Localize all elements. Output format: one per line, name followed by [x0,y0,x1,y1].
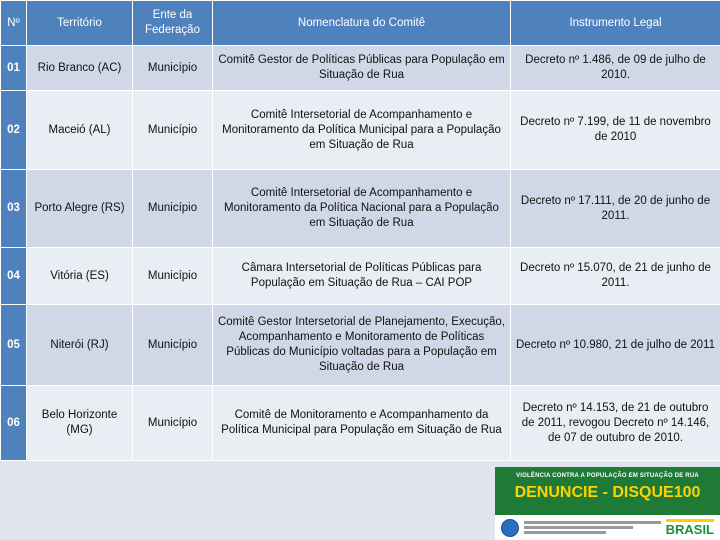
row-territory: Vitória (ES) [27,248,133,305]
row-entity: Município [133,248,213,305]
row-law: Decreto nº 1.486, de 09 de julho de 2010. [511,46,720,91]
row-num: 05 [1,305,27,386]
row-territory: Rio Branco (AC) [27,46,133,91]
row-law: Decreto nº 10.980, 21 de julho de 2011 [511,305,720,386]
row-entity: Município [133,46,213,91]
header-entity: Ente da Federação [133,1,213,46]
row-num: 02 [1,91,27,170]
row-entity: Município [133,305,213,386]
table-row [1,46,720,91]
header-num: Nº [1,1,27,46]
brasil-logo: BRASIL [666,519,714,536]
row-num: 03 [1,170,27,248]
row-committee: Câmara Intersetorial de Políticas Públicas para População em Situação de Rua – CAI POP [213,248,511,305]
row-entity: Município [133,91,213,170]
row-committee: Comitê Gestor Intersetorial de Planejamento, Execução, Acompanhamento e Monitoramento de Políticas Públicas do Município voltadas para a População em Situação de Rua [213,305,511,386]
table-row [1,386,720,461]
row-committee: Comitê Intersetorial de Acompanhamento e Monitoramento da Política Municipal para a População em Situação de Rua [213,91,511,170]
banner-header [495,467,720,515]
banner-footer [495,515,720,540]
row-num: 04 [1,248,27,305]
header-territory: Território [27,1,133,46]
header-committee: Nomenclatura do Comitê [213,1,511,46]
table-row [1,248,720,305]
row-committee: Comitê Intersetorial de Acompanhamento e Monitoramento da Política Nacional para a População em Situação de Rua [213,170,511,248]
row-law: Decreto nº 14.153, de 21 de outubro de 2011, revogou Decreto nº 14.146, de 07 de outubro de 2010. [511,386,720,461]
row-num: 06 [1,386,27,461]
row-territory: Porto Alegre (RS) [27,170,133,248]
table-row [1,91,720,170]
table-row [1,170,720,248]
banner-headline: DENUNCIE - DISQUE100 [514,484,701,501]
row-law: Decreto nº 15.070, de 21 de junho de 2011. [511,248,720,305]
row-committee: Comitê Gestor de Políticas Públicas para População em Situação de Rua [213,46,511,91]
row-entity: Município [133,386,213,461]
row-law: Decreto nº 17.111, de 20 de junho de 2011. [511,170,720,248]
row-entity: Município [133,170,213,248]
row-committee: Comitê de Monitoramento e Acompanhamento da Política Municipal para População em Situação de Rua [213,386,511,461]
row-num: 01 [1,46,27,91]
row-territory: Belo Horizonte (MG) [27,386,133,461]
row-territory: Maceió (AL) [27,91,133,170]
row-law: Decreto nº 7.199, de 11 de novembro de 2010 [511,91,720,170]
header-law: Instrumento Legal [511,1,720,46]
table-row [1,305,720,386]
disque100-banner [495,467,720,540]
header-row [1,1,720,46]
government-seal-icon [501,519,519,537]
banner-fine-print [524,519,661,536]
row-territory: Niterói (RJ) [27,305,133,386]
banner-subtitle: VIOLÊNCIA CONTRA A POPULAÇÃO EM SITUAÇÃO DE RUA [516,473,699,479]
